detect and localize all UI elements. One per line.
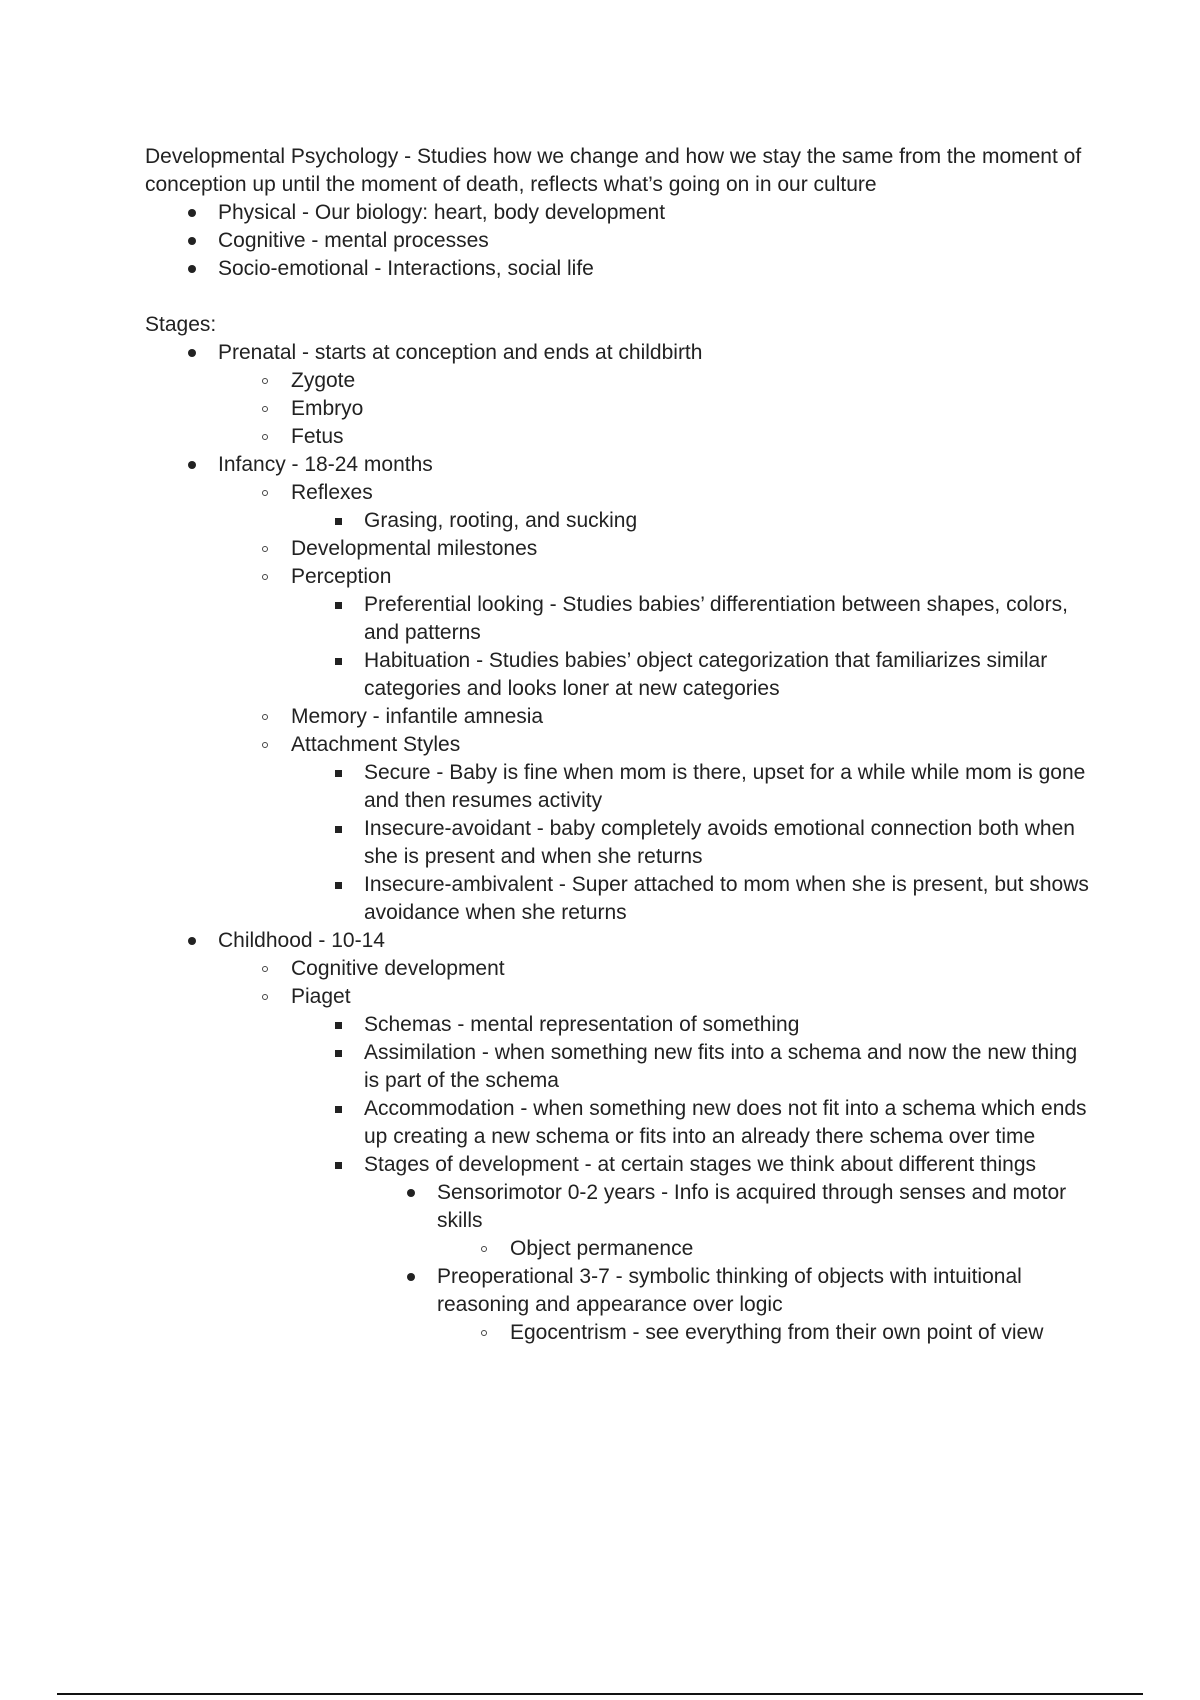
list-item: Insecure-avoidant - baby completely avoids emotional connection both when she is present and when she returns [291,815,1090,871]
list-item: Zygote [218,367,1090,395]
bullet-circle-icon [255,955,275,983]
list-item: Grasing, rooting, and sucking [291,507,1090,535]
bullet-square-icon [328,591,348,619]
bullet-circle-icon [474,1319,494,1347]
bullet-circle-icon [255,423,275,451]
bullet-disc-icon [182,927,202,955]
list-item: Preferential looking - Studies babies’ differentiation between shapes, colors, and patterns [291,591,1090,647]
bullet-square-icon [328,507,348,535]
list-item: Developmental milestones [218,535,1090,563]
bullet-square-icon [328,1095,348,1123]
bullet-square-icon [328,1151,348,1179]
bullet-square-icon [328,647,348,675]
bullet-disc-icon [182,339,202,367]
bullet-disc-icon [182,227,202,255]
bullet-square-icon [328,815,348,843]
footer-divider [57,1693,1143,1695]
list-item: Accommodation - when something new does not fit into a schema which ends up creating a new schema or fits into an already there schema over time [291,1095,1090,1151]
list-item: Habituation - Studies babies’ object categorization that familiarizes similar categories and looks loner at new categories [291,647,1090,703]
bullet-square-icon [328,1039,348,1067]
stage-childhood: Childhood - 10-14 Cognitive development Piaget Schemas - mental representation of something Assimilation - when something new fits into a schema and now the new thing is part of the schema Accommodation - when something new does not fit into a schema which ends up creating a new schema or fits into an already there schema over time Stages of development - at certain stages we think about different things Sensorimotor 0-2 years - Info is acquired through senses and motor skills Object permanence Preoperational 3-7 - symbolic thinking of objects with intuitional reasoning and appearance over logic Egocentrism - see everything from their own point of view [145,927,1090,1347]
list-item: Object permanence [437,1235,1090,1263]
list-item: Socio-emotional - Interactions, social life [145,255,1090,283]
stage-prenatal: Prenatal - starts at conception and ends at childbirth Zygote Embryo Fetus [145,339,1090,451]
bullet-circle-icon [255,731,275,759]
bullet-circle-icon [255,395,275,423]
bullet-square-icon [328,759,348,787]
domain-list [145,199,1090,283]
bullet-square-icon [328,871,348,899]
list-item: Piaget Schemas - mental representation of something Assimilation - when something new fits into a schema and now the new thing is part of the schema Accommodation - when something new does not fit into a schema which ends up creating a new schema or fits into an already there schema over time Stages of development - at certain stages we think about different things Sensorimotor 0-2 years - Info is acquired through senses and motor skills Object permanence Preoperational 3-7 - symbolic thinking of objects with intuitional reasoning and appearance over logic Egocentrism - see everything from their own point of view [218,983,1090,1347]
list-item: Memory - infantile amnesia [218,703,1090,731]
list-item: Preoperational 3-7 - symbolic thinking of objects with intuitional reasoning and appearance over logic Egocentrism - see everything from their own point of view [364,1263,1090,1347]
list-item: Schemas - mental representation of something [291,1011,1090,1039]
bullet-disc-icon [182,255,202,283]
bullet-circle-icon [255,479,275,507]
bullet-disc-icon [182,451,202,479]
list-item: Stages of development - at certain stages we think about different things Sensorimotor 0-2 years - Info is acquired through senses and motor skills Object permanence Preoperational 3-7 - symbolic thinking of objects with intuitional reasoning and appearance over logic Egocentrism - see everything from their own point of view [291,1151,1090,1347]
list-item: Sensorimotor 0-2 years - Info is acquired through senses and motor skills Object permanence [364,1179,1090,1263]
bullet-disc-icon [401,1179,421,1207]
list-item: Cognitive development [218,955,1090,983]
list-item: Embryo [218,395,1090,423]
bullet-circle-icon [474,1235,494,1263]
stages-list [145,339,1090,1347]
list-item: Cognitive - mental processes [145,227,1090,255]
list-item: Assimilation - when something new fits into a schema and now the new thing is part of the schema [291,1039,1090,1095]
bullet-circle-icon [255,535,275,563]
document-page [145,143,1090,1347]
bullet-circle-icon [255,703,275,731]
bullet-circle-icon [255,983,275,1011]
list-item: Perception Preferential looking - Studies babies’ differentiation between shapes, colors, and patterns Habituation - Studies babies’ object categorization that familiarizes similar categories and looks loner at new categories [218,563,1090,703]
stage-infancy: Infancy - 18-24 months Reflexes Grasing, rooting, and sucking Developmental milestones Perception Preferential looking - Studies babies’ differentiation between shapes, colors, and patterns Habituation - Studies babies’ object categorization that familiarizes similar categories and looks loner at new categories Memory - infantile amnesia Attachment Styles Secure - Baby is fine when mom is there, upset for a while while mom is gone and then resumes activity Insecure-avoidant - baby completely avoids emotional connection both when she is present and when she returns Insecure-ambivalent - Super attached to mom when she is present, but shows avoidance when she returns [145,451,1090,927]
list-item: Insecure-ambivalent - Super attached to mom when she is present, but shows avoidance when she returns [291,871,1090,927]
bullet-disc-icon [182,199,202,227]
stages-heading: Stages: [145,313,217,336]
list-item: Physical - Our biology: heart, body development [145,199,1090,227]
bullet-square-icon [328,1011,348,1039]
list-item: Egocentrism - see everything from their own point of view [437,1319,1090,1347]
list-item: Fetus [218,423,1090,451]
bullet-disc-icon [401,1263,421,1291]
list-item: Reflexes Grasing, rooting, and sucking [218,479,1090,535]
bullet-circle-icon [255,367,275,395]
bullet-circle-icon [255,563,275,591]
list-item: Secure - Baby is fine when mom is there, upset for a while while mom is gone and then resumes activity [291,759,1090,815]
list-item: Attachment Styles Secure - Baby is fine when mom is there, upset for a while while mom is gone and then resumes activity Insecure-avoidant - baby completely avoids emotional connection both when she is present and when she returns Insecure-ambivalent - Super attached to mom when she is present, but shows avoidance when she returns [218,731,1090,927]
intro-paragraph: Developmental Psychology - Studies how we change and how we stay the same from the moment of conception up until the moment of death, reflects what’s going on in our culture [145,145,1082,196]
